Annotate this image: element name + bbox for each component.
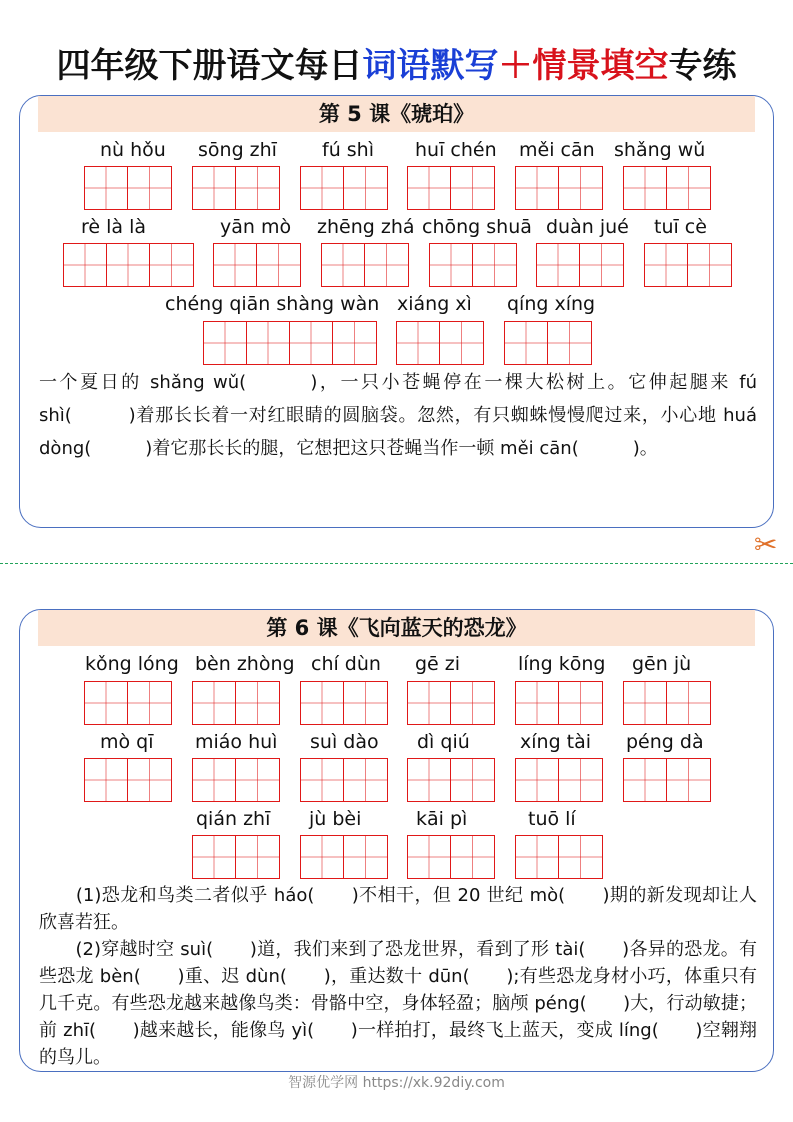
- pinyin: duàn jué: [546, 216, 629, 238]
- pinyin: chéng qiān shàng wàn: [165, 293, 380, 315]
- tianzige-box[interactable]: [192, 166, 280, 210]
- pinyin: tuō lí: [528, 808, 576, 830]
- tianzige-box[interactable]: [515, 835, 603, 879]
- title-part-2: 词语默写: [362, 46, 499, 86]
- pinyin: xíng tài: [520, 731, 592, 753]
- tianzige-box[interactable]: [192, 835, 280, 879]
- tianzige-box[interactable]: [623, 681, 711, 725]
- title-part-1: 四年级下册语文每日: [56, 46, 363, 86]
- tianzige-box[interactable]: [300, 166, 388, 210]
- lesson5-passage: 一个夏日的 shǎng wǔ( )，一只小苍蝇停在一棵大松树上。它伸起腿来 fú shì( )着那长长着一对红眼睛的圆脑袋。忽然，有只蜘蛛慢慢爬过来，小心地 huá dòng( )着它那长长的腿，它想把这只苍蝇当作一顿 měi cān( )。: [39, 372, 757, 459]
- lesson6-passage-2: (2)穿越时空 suì( )道，我们来到了恐龙世界，看到了形 tài( )各异的恐龙。有些恐龙 bèn( )重、迟 dùn( )，重达数十 dūn( );有些恐龙身材小巧，体重只有几千克。有些恐龙越来越像鸟类：骨骼中空，身体轻盈；脑颅 péng( )大，行动敏捷；前 zhī( )越来越长，能像鸟 yì( )一样拍打，最终飞上蓝天，变成 líng( )空翱翔的鸟儿。: [39, 939, 757, 1068]
- lesson6-passage-1: (1)恐龙和鸟类二者似乎 háo( )不相干，但 20 世纪 mò( )期的新发现却让人欣喜若狂。: [39, 885, 757, 933]
- pinyin: kāi pì: [416, 808, 468, 830]
- tianzige-box[interactable]: [429, 243, 517, 287]
- tianzige-box[interactable]: [300, 835, 388, 879]
- pinyin: líng kōng: [518, 653, 606, 675]
- title-part-4: 情景填空: [532, 46, 669, 86]
- tianzige-box[interactable]: [192, 758, 280, 802]
- tianzige-box[interactable]: [407, 681, 495, 725]
- title-part-3: ＋: [498, 46, 533, 86]
- title-part-5: 专练: [668, 46, 737, 86]
- pinyin: fú shì: [322, 139, 374, 161]
- pinyin: péng dà: [626, 731, 704, 753]
- tianzige-box[interactable]: [84, 166, 172, 210]
- tianzige-box[interactable]: [536, 243, 624, 287]
- pinyin: mò qī: [100, 731, 154, 753]
- pinyin: kǒng lóng: [85, 653, 179, 675]
- pinyin: rè là là: [81, 216, 147, 238]
- pinyin: nù hǒu: [100, 139, 166, 161]
- lesson5-header: 第 5 课《琥珀》: [38, 96, 755, 132]
- pinyin: suì dào: [310, 731, 379, 753]
- tianzige-box[interactable]: [623, 166, 711, 210]
- tianzige-box[interactable]: [192, 681, 280, 725]
- cut-line: [0, 563, 793, 564]
- tianzige-box[interactable]: [321, 243, 409, 287]
- pinyin: chōng shuā: [422, 216, 532, 238]
- pinyin: chí dùn: [311, 653, 381, 675]
- pinyin: qíng xíng: [507, 293, 596, 315]
- lesson6-card: [19, 609, 774, 1072]
- tianzige-box[interactable]: [84, 681, 172, 725]
- tianzige-box[interactable]: [504, 321, 592, 365]
- tianzige-box[interactable]: [623, 758, 711, 802]
- tianzige-box[interactable]: [84, 758, 172, 802]
- pinyin: gē zi: [415, 653, 461, 675]
- tianzige-box[interactable]: [203, 321, 377, 365]
- tianzige-box[interactable]: [407, 166, 495, 210]
- pinyin: sōng zhī: [198, 139, 277, 161]
- pinyin: tuī cè: [654, 216, 707, 238]
- tianzige-box[interactable]: [300, 681, 388, 725]
- page-title: [0, 44, 793, 88]
- tianzige-box[interactable]: [63, 243, 194, 287]
- lesson6-header: 第 6 课《飞向蓝天的恐龙》: [38, 610, 755, 646]
- pinyin: měi cān: [519, 139, 595, 161]
- tianzige-box[interactable]: [396, 321, 484, 365]
- pinyin: jù bèi: [309, 808, 362, 830]
- pinyin: huī chén: [415, 139, 497, 161]
- footer-watermark: 智源优学网 https://xk.92diy.com: [288, 1075, 505, 1091]
- tianzige-box[interactable]: [407, 758, 495, 802]
- pinyin: qián zhī: [196, 808, 271, 830]
- tianzige-box[interactable]: [644, 243, 732, 287]
- tianzige-box[interactable]: [515, 758, 603, 802]
- pinyin: bèn zhòng: [195, 653, 295, 675]
- pinyin: gēn jù: [632, 653, 692, 675]
- scissors-icon: ✂: [754, 528, 778, 561]
- tianzige-box[interactable]: [300, 758, 388, 802]
- pinyin: shǎng wǔ: [614, 139, 706, 161]
- pinyin: zhēng zhá: [317, 216, 415, 238]
- pinyin: dì qiú: [417, 731, 470, 753]
- tianzige-box[interactable]: [515, 166, 603, 210]
- tianzige-box[interactable]: [213, 243, 301, 287]
- pinyin: miáo huì: [195, 731, 278, 753]
- tianzige-box[interactable]: [407, 835, 495, 879]
- pinyin: xiáng xì: [397, 293, 472, 315]
- lesson5-card: [19, 95, 774, 528]
- tianzige-box[interactable]: [515, 681, 603, 725]
- pinyin: yān mò: [220, 216, 292, 238]
